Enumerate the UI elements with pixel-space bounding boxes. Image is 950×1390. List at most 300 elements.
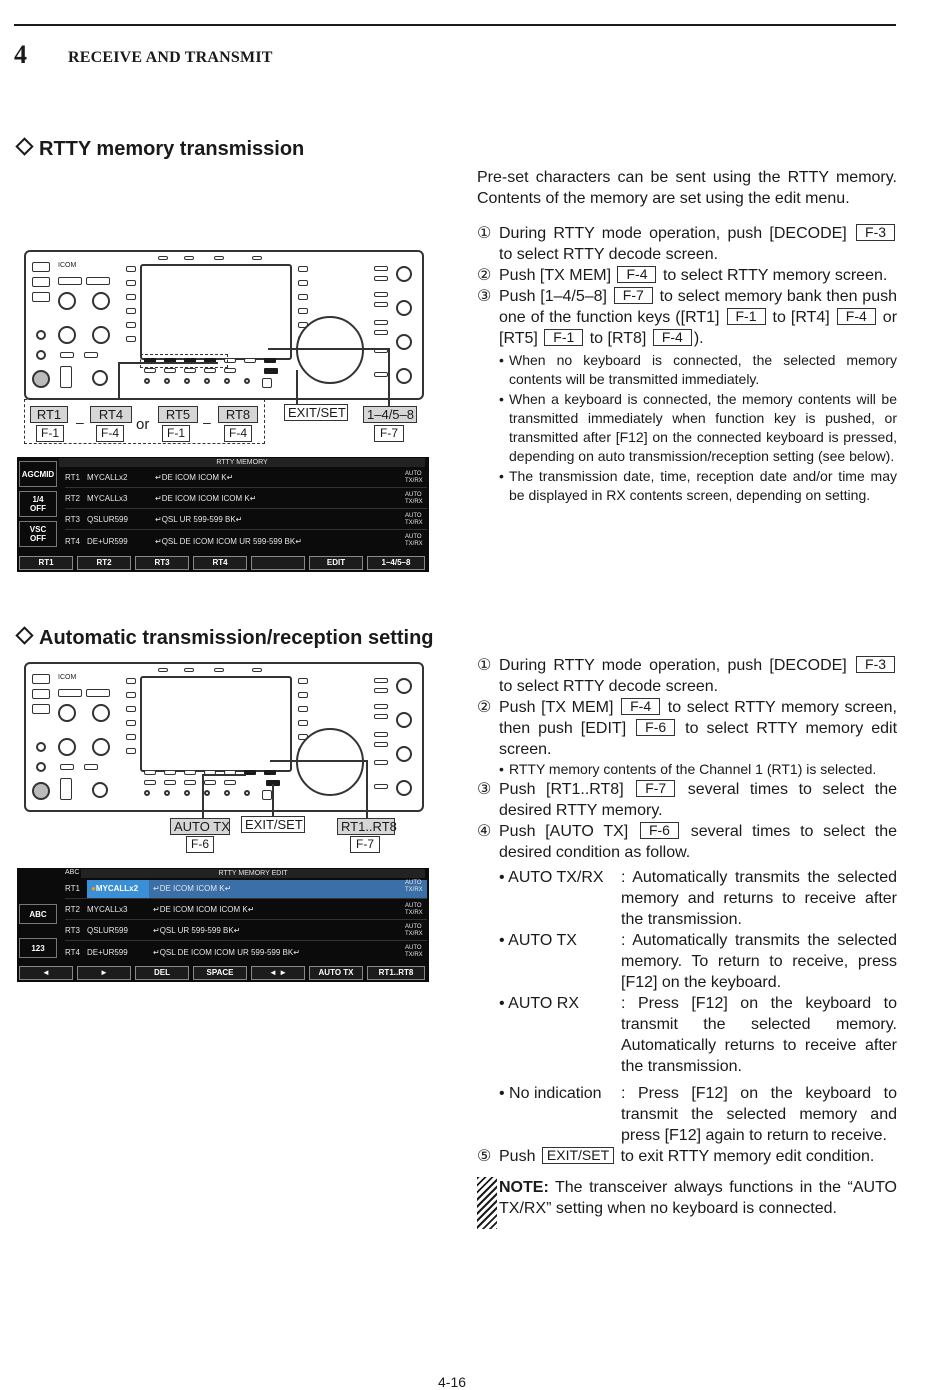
panel-button [374, 732, 388, 737]
knob [58, 704, 76, 722]
memory-name: MYCALLx3 [87, 905, 128, 914]
rt-select-label: RT1..RT8 [337, 818, 395, 835]
knob [224, 378, 230, 384]
note-box [477, 1177, 897, 1229]
step-number: ⑤ [477, 1148, 492, 1166]
condition-term: • AUTO TX/RX [499, 869, 604, 887]
panel-button [126, 720, 136, 726]
step-text: During RTTY mode operation, push [DECODE] [499, 657, 847, 674]
panel-button [32, 689, 50, 699]
transceiver-front-panel [24, 250, 424, 400]
step-3 [477, 779, 897, 821]
panel-button [84, 764, 98, 770]
section-heading-rtty-memory [14, 138, 304, 161]
auto-mode: AUTO TX/RX [405, 491, 423, 505]
fkey-rt4[interactable]: RT4 [193, 556, 247, 570]
panel-button [184, 668, 194, 672]
fkey-rt2[interactable]: RT2 [77, 556, 131, 570]
condition-no-indication [499, 1083, 897, 1146]
step-text: During RTTY mode operation, push [DECODE] [499, 225, 847, 242]
auto-mode: AUTO TX/RX [405, 534, 423, 547]
indicator-line: AGC [21, 469, 40, 479]
indicator-line: OFF [30, 504, 46, 513]
function-key-f1 [144, 770, 156, 775]
twin-peak-indicator [19, 491, 57, 517]
panel-button [374, 714, 388, 719]
rt5-label: RT5 [158, 406, 198, 423]
diamond-icon [15, 137, 33, 155]
knob [144, 378, 150, 384]
auto-mode: AUTO TX/RX [405, 512, 423, 526]
condition-desc: : Automatically transmits the selected memory. To return to receive, press [F12] on the keyboard. [621, 932, 897, 992]
panel-button [164, 368, 176, 373]
panel-button [224, 780, 236, 785]
knob [244, 790, 250, 796]
fkey-space[interactable]: SPACE [193, 966, 247, 980]
step-2 [477, 265, 897, 286]
auto-mode: AUTO TX/RX [405, 902, 423, 916]
memory-row[interactable] [65, 942, 427, 962]
key-label: F-4 [621, 698, 660, 715]
step-text: several times to select the desired RTTY memory. [499, 781, 897, 820]
step-4 [477, 821, 897, 863]
knob [184, 790, 190, 796]
exit-set-label: EXIT/SET [241, 816, 305, 833]
dash: – [76, 414, 84, 430]
leader-line [268, 348, 389, 350]
panel-button [252, 668, 262, 672]
rt1-label: RT1 [30, 406, 68, 423]
panel-button [298, 706, 308, 712]
knob [396, 334, 412, 350]
panel-button [184, 780, 196, 785]
memory-row[interactable] [65, 531, 427, 551]
leader-line [366, 760, 368, 818]
leader-line [272, 784, 274, 816]
indicator-line: VSC [29, 525, 47, 534]
exit-set-key [264, 368, 278, 374]
section-title: Automatic transmission/reception setting [39, 627, 434, 649]
knob [396, 266, 412, 282]
section-heading-auto-txrx [14, 627, 434, 650]
chapter-number: 4 [14, 40, 27, 69]
step-text: Push [TX MEM] [499, 699, 614, 716]
panel-button [126, 322, 136, 328]
memory-name: DE+UR599 [87, 536, 128, 546]
key-label: F-4 [653, 329, 692, 346]
section-title: RTTY memory transmission [39, 138, 305, 160]
memory-text: ↵QSL UR 599-599 BK↵ [155, 515, 243, 524]
brand-logo: ICOM [58, 262, 77, 269]
panel-button [298, 720, 308, 726]
panel-button [126, 706, 136, 712]
transceiver-front-panel [24, 662, 424, 812]
channel-label: RT1 [65, 884, 80, 893]
step-text: to select memory bank then push one of the function keys ([RT1] [499, 288, 898, 326]
step-number: ② [477, 699, 492, 716]
f7-label: F-7 [374, 425, 404, 442]
intro-paragraph: Pre-set characters can be sent using the RTTY memory. Contents of the memory are set using the edit menu. [477, 169, 897, 207]
indicator-line: OFF [30, 534, 46, 543]
step-number: ① [477, 657, 492, 674]
knob [184, 378, 190, 384]
main-dial [296, 728, 364, 796]
step-number: ④ [477, 823, 492, 841]
key-label: F-3 [856, 656, 895, 673]
step-text: to select RTTY memory screen. [662, 267, 888, 284]
panel-button [126, 678, 136, 684]
channel-label: RT3 [65, 926, 80, 935]
knob [36, 330, 46, 340]
panel-button [298, 294, 308, 300]
panel-button [144, 368, 156, 373]
note-label: NOTE: [499, 1179, 549, 1197]
step-text: to select RTTY memory screen, then push [EDIT] [499, 699, 897, 737]
step-number: ③ [477, 288, 492, 305]
knob [396, 300, 412, 316]
panel-button [60, 778, 72, 800]
screen-title: RTTY MEMORY EDIT [81, 869, 425, 878]
step-text: ). [693, 330, 704, 347]
knob [36, 350, 46, 360]
condition-term: • AUTO TX [499, 932, 577, 950]
condition-auto-tx [499, 930, 897, 993]
panel-button [374, 760, 388, 765]
step-number: ① [477, 225, 492, 242]
fkey-rt1[interactable]: RT1 [19, 556, 73, 570]
panel-button [144, 780, 156, 785]
knob [204, 790, 210, 796]
section1-text [477, 167, 897, 505]
memory-row[interactable] [65, 510, 427, 530]
memory-name: MYCALLx2 [95, 883, 139, 893]
exit-set-label: EXIT/SET [284, 404, 348, 421]
memory-row[interactable] [65, 489, 427, 509]
panel-button [374, 372, 388, 377]
panel-button [158, 256, 168, 260]
channel-label: RT3 [65, 515, 80, 524]
knob [396, 746, 412, 762]
rt8-label: RT8 [218, 406, 258, 423]
step-text: to [RT4] [772, 309, 830, 326]
knob [92, 326, 110, 344]
memory-name: QSLUR599 [87, 926, 128, 935]
leader-line [296, 370, 298, 404]
key-label: F-1 [727, 308, 766, 325]
key-label: F-6 [640, 822, 679, 839]
panel-button [184, 256, 194, 260]
display-screen [140, 264, 292, 360]
knob [396, 780, 412, 796]
leader-line [118, 362, 120, 399]
function-key-f7 [264, 358, 276, 363]
panel-button [60, 352, 74, 358]
123-key[interactable]: 123 [19, 938, 57, 958]
fkey-blank[interactable] [251, 556, 305, 570]
auto-tx-label: AUTO TX [170, 818, 230, 835]
f6-label: F-6 [186, 836, 214, 853]
leader-line [118, 362, 218, 364]
panel-button [374, 742, 388, 747]
step-number: ③ [477, 781, 492, 799]
step-text: Push [RT1..RT8] [499, 781, 624, 799]
fkey-bank[interactable]: 1–4/5–8 [367, 556, 425, 570]
step-text: several times to select the desired condition as follow. [499, 823, 897, 862]
fkey-edit[interactable]: EDIT [309, 556, 363, 570]
knob [92, 370, 108, 386]
mic-connector [32, 370, 50, 388]
step-text: to exit RTTY memory edit condition. [620, 1148, 875, 1166]
auto-mode: AUTO TX/RX [405, 470, 423, 484]
rtty-memory-screen [17, 457, 429, 572]
bank-select-label: 1–4/5–8 [363, 406, 417, 423]
panel-button [126, 294, 136, 300]
key-label: F-3 [856, 224, 895, 241]
leader-line [202, 774, 204, 818]
panel-button [374, 266, 388, 271]
step-1 [477, 655, 897, 697]
note-hatch-icon [477, 1177, 497, 1229]
condition-term: • AUTO RX [499, 995, 579, 1013]
channel-label: RT1 [65, 473, 80, 482]
panel-button [164, 780, 176, 785]
mic-connector [32, 782, 50, 800]
panel-button [158, 668, 168, 672]
panel-button [126, 308, 136, 314]
fkey-del[interactable]: DEL [135, 966, 189, 980]
knob [244, 378, 250, 384]
bullet-text: When no keyboard is connected, the selected memory contents will be transmitted immediately. [509, 352, 897, 388]
panel-button [374, 784, 388, 789]
step-1 [477, 223, 897, 265]
knob [58, 326, 76, 344]
bullet-item: • RTTY memory contents of the Channel 1 (RT1) is selected. [499, 760, 897, 779]
knob [58, 738, 76, 756]
leader-line [270, 760, 367, 762]
main-dial [296, 316, 364, 384]
bullet-text: When a keyboard is connected, the memory contents will be transmitted immediately when function key is pushed, or transmitted after [F12] on the connected keyboard is pressed, depending on auto transmission/reception setting (see below). [509, 390, 897, 465]
condition-desc: : Press [F12] on the keyboard to transmit the selected memory and press [F12] again to return to receive. [621, 1085, 897, 1145]
panel-button [214, 668, 224, 672]
key-label: F-4 [837, 308, 876, 325]
panel-button [298, 678, 308, 684]
knob [36, 762, 46, 772]
memory-row-selected[interactable] [65, 879, 427, 899]
note-text: The transceiver always functions in the “AUTO TX/RX” setting when no keyboard is connected. [499, 1179, 897, 1218]
diamond-icon [15, 626, 33, 644]
function-key-f7 [264, 770, 276, 775]
dash: – [203, 414, 211, 430]
display-screen [140, 676, 292, 772]
condition-term: • No indication [499, 1085, 602, 1103]
memory-name-selected: ●MYCALLx2 [87, 880, 149, 898]
panel-button [298, 308, 308, 314]
function-keys-highlight [140, 354, 228, 368]
function-key-f2 [164, 770, 176, 775]
panel-button [58, 689, 82, 697]
knob [92, 704, 110, 722]
chapter-title: RECEIVE AND TRANSMIT [68, 49, 273, 66]
knob [396, 678, 412, 694]
panel-button [32, 262, 50, 272]
step-text: Push [AUTO TX] [499, 823, 629, 841]
f1-label: F-1 [162, 425, 190, 442]
page-number: 4-16 [438, 1374, 467, 1390]
step-text: to select RTTY memory edit screen. [499, 720, 898, 758]
knob [58, 292, 76, 310]
memory-text: ↵DE ICOM ICOM ICOM K↵ [155, 494, 257, 503]
panel-button [204, 368, 216, 373]
panel-button [60, 366, 72, 388]
fkey-scroll[interactable]: ◄ ► [251, 966, 305, 980]
panel-button [224, 368, 236, 373]
knob [204, 378, 210, 384]
step-2 [477, 697, 897, 760]
panel-button [374, 688, 388, 693]
memory-text: ↵DE ICOM ICOM ICOM K↵ [153, 905, 255, 914]
panel-button [126, 692, 136, 698]
f1-label: F-1 [36, 425, 64, 442]
knob [92, 782, 108, 798]
input-mode: ABC [65, 869, 80, 876]
key-label: F-7 [636, 780, 675, 797]
panel-button [262, 790, 272, 800]
panel-button [374, 302, 388, 307]
bullet-item: • When a keyboard is connected, the memory contents will be transmitted immediately when function key is pushed, or transmitted after [F12] on the connected keyboard is pressed, depending on auto transmission/reception setting (see below). [499, 390, 897, 467]
knob [164, 790, 170, 796]
function-key-f6 [244, 358, 256, 363]
channel-label: RT4 [65, 947, 80, 957]
f7-label: F-7 [350, 836, 380, 853]
knob [92, 292, 110, 310]
memory-text: ↵DE ICOM ICOM K↵ [149, 880, 405, 898]
agc-indicator [19, 461, 57, 487]
panel-button [374, 678, 388, 683]
knob [92, 738, 110, 756]
channel-label: RT2 [65, 494, 80, 503]
rtty-memory-edit-screen [17, 868, 429, 982]
panel-button [214, 256, 224, 260]
panel-button [374, 330, 388, 335]
panel-button [374, 276, 388, 281]
leader-line [388, 348, 390, 406]
panel-button [374, 704, 388, 709]
panel-button [126, 266, 136, 272]
condition-auto-txrx [499, 867, 897, 930]
key-label: F-6 [636, 719, 675, 736]
panel-button [298, 266, 308, 272]
panel-button [32, 674, 50, 684]
auto-mode: AUTO TX/RX [405, 880, 427, 898]
panel-button [32, 292, 50, 302]
panel-button [184, 368, 196, 373]
abc-key[interactable]: ABC [19, 904, 57, 924]
indicator-line: MID [39, 469, 55, 479]
function-key-f3 [184, 770, 196, 775]
memory-name: DE+UR599 [87, 947, 128, 957]
panel-button [204, 780, 216, 785]
fkey-cursor-left[interactable]: ◄ [19, 966, 73, 980]
memory-row[interactable] [65, 900, 427, 920]
panel-button [126, 748, 136, 754]
step-text: to [RT8] [589, 330, 647, 347]
f4-label: F-4 [96, 425, 124, 442]
step-3 [477, 286, 897, 349]
memory-row[interactable] [65, 921, 427, 941]
channel-label: RT4 [65, 536, 80, 546]
panel-button [252, 256, 262, 260]
memory-name: QSLUR599 [87, 515, 128, 524]
step-5 [477, 1146, 897, 1167]
panel-button [374, 292, 388, 297]
leader-line [202, 774, 246, 776]
fkey-cursor-right[interactable]: ► [77, 966, 131, 980]
top-rule [14, 24, 896, 26]
bullet-text: The transmission date, time, reception date and/or time may be displayed in RX contents screen, depending on setting. [509, 467, 897, 504]
condition-auto-rx [499, 993, 897, 1077]
fkey-auto-tx[interactable]: AUTO TX [309, 966, 363, 980]
panel-button [374, 320, 388, 325]
step-text: or [RT5] [499, 309, 898, 347]
knob [36, 742, 46, 752]
key-label: F-1 [544, 329, 583, 346]
key-label: F-4 [617, 266, 656, 283]
step-text: to select RTTY decode screen. [499, 678, 719, 695]
key-label: F-7 [614, 287, 653, 304]
memory-text: ↵QSL DE ICOM ICOM UR 599-599 BK↵ [153, 947, 300, 957]
fkey-rt3[interactable]: RT3 [135, 556, 189, 570]
panel-button [32, 704, 50, 714]
step-text: Push [TX MEM] [499, 267, 612, 284]
step-text: Push [1–4/5–8] [499, 288, 607, 305]
fkey-rt-select[interactable]: RT1..RT8 [367, 966, 425, 980]
rt4-label: RT4 [90, 406, 132, 423]
memory-text: ↵QSL DE ICOM ICOM UR 599-599 BK↵ [155, 536, 302, 546]
knob [396, 368, 412, 384]
condition-desc: : Press [F12] on the keyboard to transmit the selected memory. Automatically returns to receive after the transmission. [621, 995, 897, 1076]
bullet-text: RTTY memory contents of the Channel 1 (RT1) is selected. [509, 761, 877, 777]
knob [224, 790, 230, 796]
vsc-indicator [19, 521, 57, 547]
or-text: or [136, 416, 150, 433]
condition-desc: : Automatically transmits the selected memory and returns to receive after the transmission. [621, 869, 897, 929]
knob [396, 712, 412, 728]
panel-button [86, 689, 110, 697]
memory-text: ↵QSL UR 599-599 BK↵ [153, 926, 241, 935]
panel-button [86, 277, 110, 285]
auto-mode: AUTO TX/RX [405, 945, 423, 958]
panel-button [58, 277, 82, 285]
f4-label: F-4 [224, 425, 252, 442]
brand-logo: ICOM [58, 674, 77, 681]
bullet-item: • When no keyboard is connected, the selected memory contents will be transmitted immediately. [499, 351, 897, 390]
knob [164, 378, 170, 384]
step-text: Push [499, 1148, 536, 1166]
panel-button [126, 280, 136, 286]
channel-label: RT2 [65, 905, 80, 914]
memory-row[interactable] [65, 468, 427, 488]
memory-name: MYCALLx2 [87, 473, 128, 482]
panel-button [32, 277, 50, 287]
memory-text: ↵DE ICOM ICOM K↵ [155, 473, 234, 482]
step-number: ② [477, 267, 492, 284]
panel-button [298, 280, 308, 286]
panel-button [298, 692, 308, 698]
panel-button [126, 734, 136, 740]
panel-button [126, 336, 136, 342]
panel-button [84, 352, 98, 358]
key-label: EXIT/SET [542, 1147, 614, 1164]
